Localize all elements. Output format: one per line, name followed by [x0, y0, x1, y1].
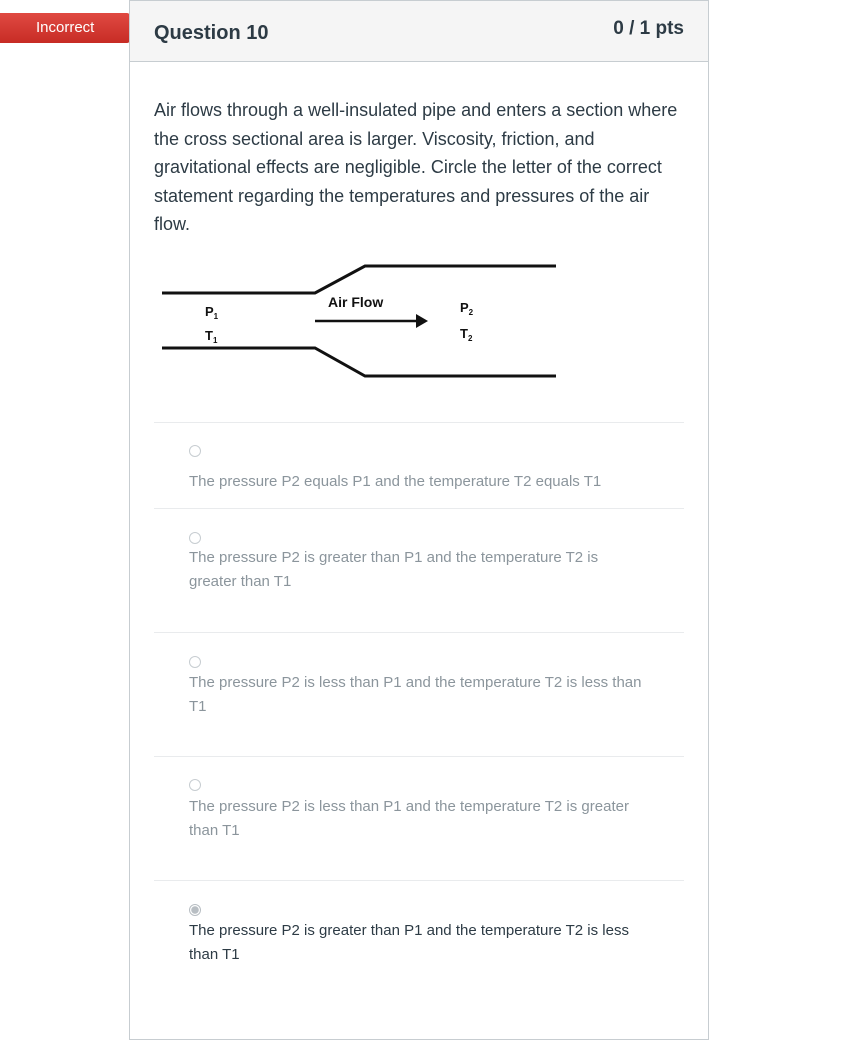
label-t1: $T_1$	[205, 328, 218, 345]
question-points: 0 / 1 pts	[613, 18, 684, 39]
question-title: Question 10	[154, 22, 269, 44]
incorrect-badge: Incorrect	[0, 13, 130, 43]
answer-option[interactable]	[154, 632, 684, 757]
label-p1: $P_1$	[205, 304, 219, 321]
answer-text: The pressure P2 is less than P1 and the temperature T2 is greater than T1	[189, 798, 629, 839]
label-t2: $T_2$	[460, 326, 473, 343]
answer-text: The pressure P2 equals P1 and the temperature T2 equals T1	[189, 473, 602, 490]
question-text: Air flows through a well-insulated pipe and enters a section where the cross sectional area is larger. Viscosity, friction, and gravitational effects are negligible. Circle the letter of the correct statement regarding the temperatures and pressures of the air flow.	[154, 100, 678, 234]
answer-text: The pressure P2 is less than P1 and the temperature T2 is less than T1	[189, 674, 642, 715]
answer-option[interactable]	[154, 756, 684, 881]
answer-radio[interactable]	[189, 532, 201, 544]
pipe-diagram	[160, 256, 560, 386]
answer-radio-selected[interactable]	[189, 904, 201, 916]
answer-option-selected[interactable]	[154, 880, 684, 1001]
answer-option[interactable]	[154, 508, 684, 633]
answer-radio[interactable]	[189, 445, 201, 457]
pipe-top-wall	[162, 266, 556, 293]
answer-text: The pressure P2 is greater than P1 and the temperature T2 is less than T1	[189, 922, 629, 963]
flow-label: Air Flow	[328, 294, 384, 310]
label-p2: $P_2$	[460, 300, 474, 317]
answer-text: The pressure P2 is greater than P1 and the temperature T2 is greater than T1	[189, 549, 599, 590]
question-card	[129, 0, 709, 1040]
answer-option[interactable]	[154, 422, 684, 509]
flow-arrow-head	[416, 314, 428, 328]
answer-radio[interactable]	[189, 656, 201, 668]
pipe-bottom-wall	[162, 348, 556, 376]
question-header	[130, 1, 708, 62]
answer-radio[interactable]	[189, 779, 201, 791]
